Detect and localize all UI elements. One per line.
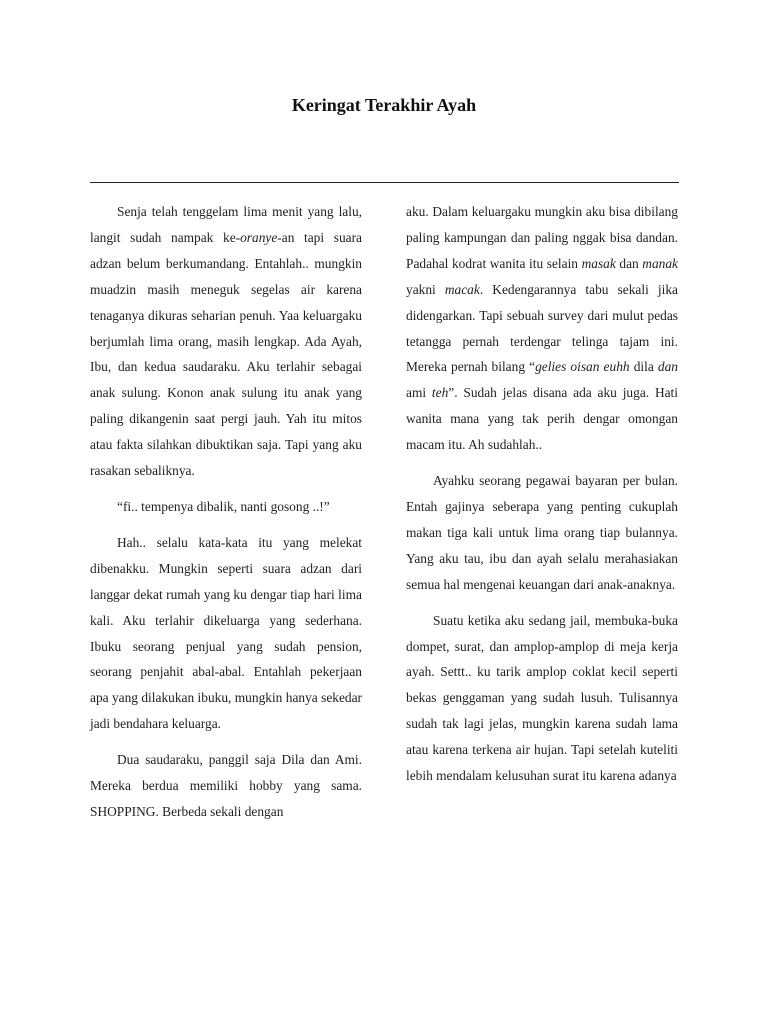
right-column — [406, 199, 678, 799]
paragraph: Suatu ketika aku sedang jail, membuka-buka dompet, surat, dan amplop-amplop di meja kerja ayah. Settt.. ku tarik amplop coklat kecil seperti bekas genggaman yang sudah lusuh. Tulisannya sudah tak lagi jelas, mungkin karena sudah lama atau karena terkena air hujan. Tapi setelah kuteliti lebih mendalam kelusuhan surat itu karena adanya — [406, 612, 678, 784]
paragraph: “fi.. tempenya dibalik, nanti gosong ..!” — [117, 498, 330, 514]
document-title: Keringat Terakhir Ayah — [291, 95, 477, 115]
paragraph: Dua saudaraku, panggil saja Dila dan Ami. Mereka berdua memiliki hobby yang sama. SHOPPING. Berbeda sekali dengan — [90, 752, 362, 819]
paragraph: Senja telah tenggelam lima menit yang lalu, langit sudah nampak ke-oranye-an tapi suara adzan belum berkumandang. Entahlah.. mungkin muadzin masih meneguk segelas air karena tenaganya dikuras seharian penuh. Yaa keluargaku berjumlah lima orang, masih lengkap. Ada Ayah, Ibu, dan kedua saudaraku. Aku terlahir sebagai anak sulung. Konon anak sulung itu anak yang paling dikangenin saat pergi jauh. Yah itu mitos atau fakta silahkan dibuktikan saja. Tapi yang aku rasakan sebaliknya. — [90, 204, 362, 479]
paragraph: aku. Dalam keluargaku mungkin aku bisa dibilang paling kampungan dan paling nggak bisa dandan. Padahal kodrat wanita itu selain masak dan manak yakni macak. Kedengarannya tabu sekali jika didengarkan. Tapi sebuah survey dari mulut pedas tetangga pernah terdengar telinga tajam ini. Mereka pernah bilang “gelies oisan euhh dila dan ami teh”. Sudah jelas disana ada aku juga. Hati wanita mana yang tak perih dengar omongan macam itu. Ah sudahlah.. — [406, 204, 679, 453]
title-divider — [90, 182, 679, 183]
paragraph: Ayahku seorang pegawai bayaran per bulan. Entah gajinya seberapa yang penting cukuplah makan tiga kali untuk lima orang tiap bulannya. Yang aku tau, ibu dan ayah selalu merahasiakan semua hal mengenai keuangan dari anak-anaknya. — [406, 473, 678, 592]
paragraph: Hah.. selalu kata-kata itu yang melekat dibenakku. Mungkin seperti suara adzan dari langgar dekat rumah yang ku dengar tiap hari lima kali. Aku terlahir dikeluarga yang sederhana. Ibuku seorang penjual yang sudah pension, seorang penjahit abal-abal. Entahlah pekerjaan apa yang dilakukan ibuku, mungkin hanya sekedar jadi bendahara keluarga. — [90, 534, 362, 732]
left-column — [90, 199, 362, 835]
